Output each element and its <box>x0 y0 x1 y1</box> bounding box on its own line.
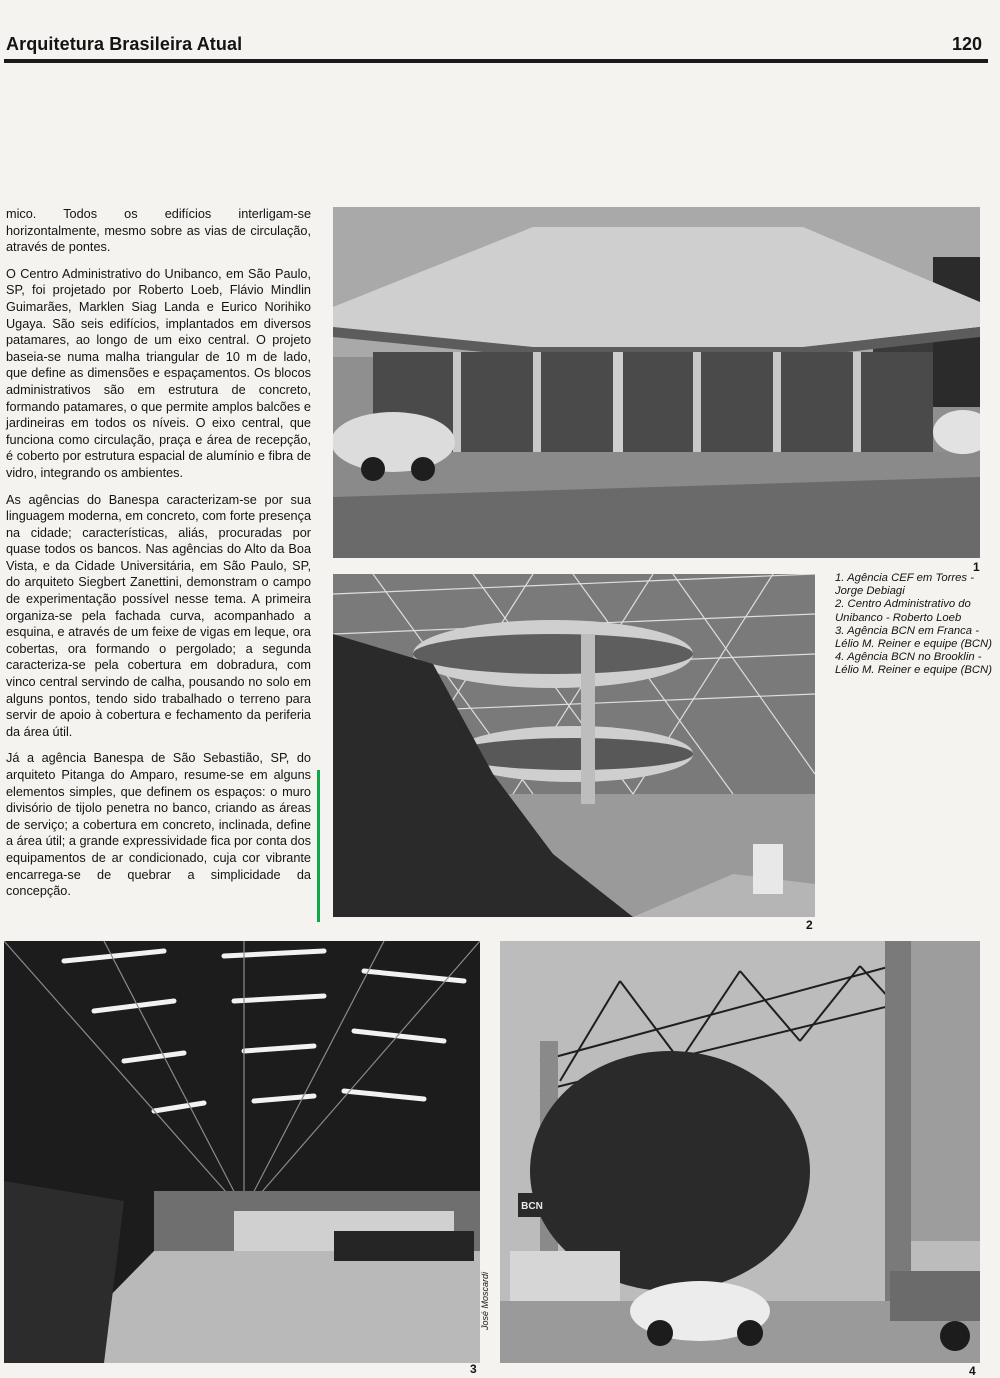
caption-item: 2. Centro Administrativo do Unibanco - Roberto Loeb <box>835 598 971 624</box>
figure-number: 2 <box>806 918 813 932</box>
paragraph: mico. Todos os edifícios interligam-se horizontalmente, mesmo sobre as vias de circulação, através de pontes. <box>6 207 311 255</box>
photo-bcn-brooklin <box>500 941 980 1363</box>
article-body <box>6 206 311 910</box>
figure-number: 1 <box>973 560 980 574</box>
photo-unibanco <box>333 574 815 917</box>
running-header-title: Arquitetura Brasileira Atual <box>6 34 243 54</box>
page-number: 120 <box>951 34 982 54</box>
caption-item: 4. Agência BCN no Brooklin - Lélio M. Reiner e equipe (BCN) <box>835 651 992 677</box>
photo-credit: José Moscardi <box>480 1271 490 1330</box>
figure-number: 4 <box>969 1364 976 1378</box>
header-rule <box>4 59 988 63</box>
photo-bcn-franca <box>4 941 480 1363</box>
paragraph: O Centro Administrativo do Unibanco, em São Paulo, SP, foi projetado por Roberto Loeb, Flávio Mindlin Guimarães, Marklen Siag Landa e Eurico Norihiko Ugaya. São seis edifícios, implantados em diversos patamares, ao longo de um eixo central. O projeto baseia-se numa malha triangular de 10 m de lado, que define as dimensões e espaçamentos. Os blocos administrativos são em estrutura de concreto, formando patamares, o que permite amplos balcões e jardineiras em todos os níveis. O eixo central, que funciona como circulação, praça e área de recepção, é coberto por estrutura espacial de alumínio e fibra de vidro, integrando os ambientes. <box>6 266 311 480</box>
paragraph: As agências do Banespa caracterizam-se por sua linguagem moderna, em concreto, com forte presença na cidade; características, aliás, procuradas por quase todos os bancos. Nas agências do Alto da Boa Vista, e da Cidade Universitária, em São Paulo, SP, do arquiteto Siegbert Zanettini, demonstram o campo de experimentação possível nesse tema. A primeira organiza-se pela fachada curva, acompanhado a esquina, e através de um feixe de vigas em leque, ora cobertas, ora formando o pergolado; a segunda caracteriza-se pela cobertura em dobradura, com vinco central servindo de calha, pousando no solo em alguns pontos, tendo sido trabalhado o terreno para servir de apoio à cobertura e fechamento da periferia da área útil. <box>6 492 311 739</box>
figure-captions <box>835 572 995 678</box>
caption-item: 1. Agência CEF em Torres - Jorge Debiagi <box>835 572 974 598</box>
photo-cef-torres <box>333 207 980 558</box>
figure-number: 3 <box>470 1362 477 1376</box>
caption-item: 3. Agência BCN em Franca - Lélio M. Reiner e equipe (BCN) <box>835 624 992 651</box>
bcn-sign-text: BCN <box>521 1201 543 1212</box>
paragraph: Já a agência Banespa de São Sebastião, SP, do arquiteto Pitanga do Amparo, resume-se em alguns elementos simples, que definem os espaços: o muro divisório de tijolo penetra no banco, criando as áreas de serviço; a cobertura em concreto, inclinada, define a área útil; a grande expressividade fica por conta dos equipamentos de ar condicionado, cuja cor vibrante encarrega-se de quebrar a simplicidade da concepção. <box>6 751 311 899</box>
margin-marker-bar <box>317 770 320 922</box>
